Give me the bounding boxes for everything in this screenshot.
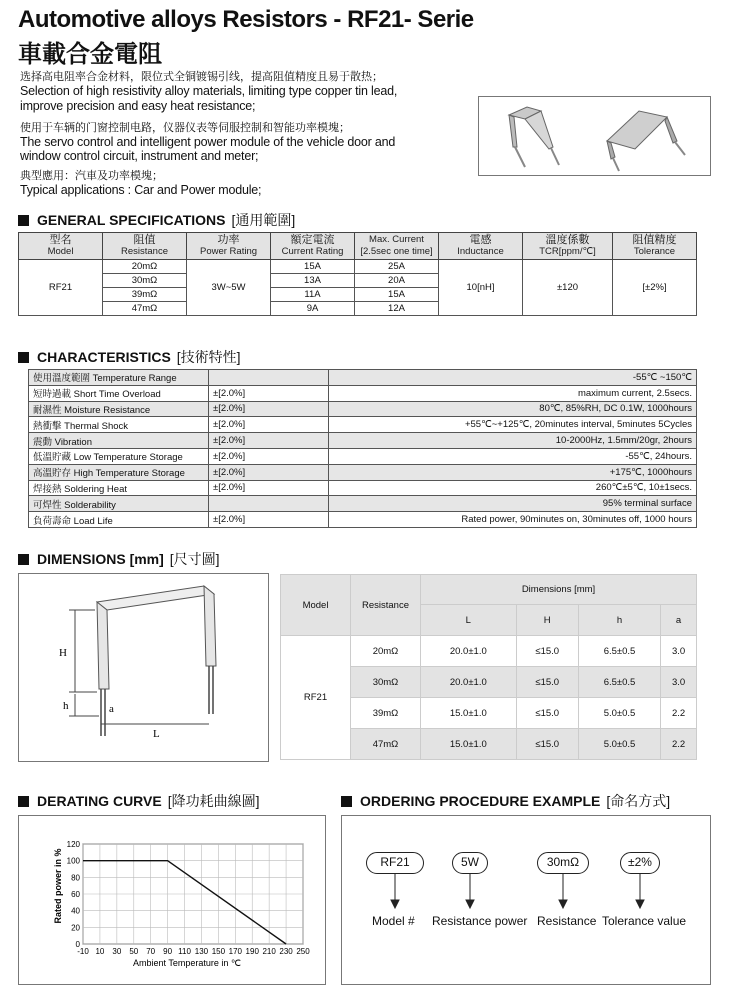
dim-h-cell: 5.0±0.5 <box>578 698 660 729</box>
derating-chart-box <box>18 815 326 985</box>
characteristics-table <box>28 369 697 528</box>
th-H: H <box>516 605 578 636</box>
char-tolerance-cell <box>209 496 329 512</box>
resistor-image-left <box>509 107 559 167</box>
char-condition-cell: +175℃, 1000hours <box>329 464 697 480</box>
section-square-icon <box>341 796 352 807</box>
th-inductance: 電感 Inductance <box>439 233 523 260</box>
char-test-cell <box>29 480 209 496</box>
x-tick-label: 30 <box>112 947 122 956</box>
order-label-model: Model # <box>372 914 415 928</box>
dim-res-cell: 30mΩ <box>351 667 421 698</box>
th-dim-resistance: Resistance <box>351 575 421 636</box>
char-tolerance-cell: ±[2.0%] <box>209 448 329 464</box>
char-test-cn: 負荷壽命 <box>33 515 72 527</box>
dim-H-cell: ≤15.0 <box>516 729 578 760</box>
dim-res-cell: 20mΩ <box>351 636 421 667</box>
char-test-cell <box>29 433 209 449</box>
table-row <box>29 385 697 401</box>
th-power: 功率 Power Rating <box>187 233 271 260</box>
table-header-row <box>19 233 697 260</box>
intro-p1-en: Selection of high resistivity alloy materials, limiting type copper tin lead, improve precision and easy heat resistance; <box>20 84 398 113</box>
x-tick-label: 110 <box>178 947 191 956</box>
char-test-cell <box>29 417 209 433</box>
char-tolerance-cell: ±[2.0%] <box>209 417 329 433</box>
dim-a-cell: 2.2 <box>661 729 697 760</box>
dim-a-cell: 2.2 <box>661 698 697 729</box>
char-condition-cell: 10-2000Hz, 1.5mm/20gr, 2hours <box>329 433 697 449</box>
section-square-icon <box>18 215 29 226</box>
char-condition-cell: 260℃±5℃, 10±1secs. <box>329 480 697 496</box>
y-tick-label: 0 <box>75 940 80 949</box>
page-subtitle: 車載合金電阻 <box>18 40 162 68</box>
order-code-resistance: 30mΩ <box>537 852 589 874</box>
char-tolerance-cell: ±[2.0%] <box>209 401 329 417</box>
char-test-cell <box>29 448 209 464</box>
char-tolerance-cell: ±[2.0%] <box>209 512 329 528</box>
th-current: 額定電流 Current Rating <box>271 233 355 260</box>
dim-L-cell: 20.0±1.0 <box>421 636 517 667</box>
model-cell: RF21 <box>19 260 103 316</box>
dim-L-cell: 15.0±1.0 <box>421 698 517 729</box>
char-tolerance-cell: ±[2.0%] <box>209 433 329 449</box>
x-tick-label: 10 <box>95 947 105 956</box>
ordering-arrows <box>342 816 712 986</box>
intro-p2-cn: 使用于车辆的门窗控制电路，仪器仪表等伺服控制和智能功率模塊； <box>20 122 350 134</box>
char-tolerance-cell: ±[2.0%] <box>209 464 329 480</box>
intro-paragraph-2 <box>20 121 405 163</box>
char-condition-cell: 95% terminal surface <box>329 496 697 512</box>
dim-h-cell: 5.0±0.5 <box>578 729 660 760</box>
th-max-current: Max. Current [2.5sec one time] <box>355 233 439 260</box>
th-L: L <box>421 605 517 636</box>
th-model: 型名 Model <box>19 233 103 260</box>
table-row <box>19 260 697 274</box>
y-tick-label: 40 <box>71 906 80 916</box>
char-tolerance-cell <box>209 370 329 386</box>
product-photo <box>478 96 711 176</box>
char-test-en: Short Time Overload <box>73 389 161 401</box>
intro-paragraph-3 <box>20 169 405 197</box>
dim-h-cell: 6.5±0.5 <box>578 667 660 698</box>
max-cell: 12A <box>355 302 439 316</box>
th-resistance: 阻值 Resistance <box>103 233 187 260</box>
section-square-icon <box>18 352 29 363</box>
char-condition-cell: maximum current, 2.5secs. <box>329 385 697 401</box>
res-cell: 20mΩ <box>103 260 187 274</box>
char-test-cn: 短時過載 <box>33 389 72 401</box>
x-tick-label: -10 <box>77 947 89 956</box>
table-row <box>281 636 697 667</box>
char-test-cell <box>29 512 209 528</box>
char-test-cell <box>29 464 209 480</box>
char-tolerance-cell: ±[2.0%] <box>209 385 329 401</box>
characteristics-heading: CHARACTERISTICS [技術特性] <box>18 347 241 367</box>
tcr-cell: ±120 <box>523 260 613 316</box>
y-tick-label: 20 <box>71 923 80 933</box>
char-test-en: Solderability <box>64 499 116 511</box>
dimension-lines <box>69 610 209 724</box>
current-cell: 13A <box>271 274 355 288</box>
power-cell: 3W~5W <box>187 260 271 316</box>
char-tolerance-cell: ±[2.0%] <box>209 480 329 496</box>
max-cell: 25A <box>355 260 439 274</box>
char-test-en: Thermal Shock <box>64 420 129 432</box>
table-row <box>29 370 697 386</box>
th-tolerance: 阻值精度 Tolerance <box>613 233 697 260</box>
x-tick-label: 130 <box>194 947 209 956</box>
table-row <box>29 433 697 449</box>
y-tick-label: 80 <box>71 873 80 883</box>
order-code-power: 5W <box>452 852 488 874</box>
char-condition-cell: 80℃, 85%RH, DC 0.1W, 1000hours <box>329 401 697 417</box>
th-dim-model: Model <box>281 575 351 636</box>
dimensions-table <box>280 574 697 760</box>
char-test-cn: 可焊性 <box>33 499 62 511</box>
char-test-cn: 焊接熱 <box>33 483 62 495</box>
dim-header-row-1 <box>281 575 697 605</box>
char-test-cn: 耐濕性 <box>33 404 62 416</box>
dim-L-cell: 15.0±1.0 <box>421 729 517 760</box>
char-test-en: Load Life <box>73 515 113 527</box>
intro-p1-cn: 选择高电阻率合金材料，限位式全铜镀锡引线，提高阻值精度且易于散热； <box>20 71 383 83</box>
char-condition-cell: Rated power, 90minutes on, 30minutes off, 1000 hours <box>329 512 697 528</box>
char-test-en: High Temperature Storage <box>73 468 185 480</box>
table-row <box>29 464 697 480</box>
x-tick-label: 170 <box>228 947 242 956</box>
section-square-icon <box>18 554 29 565</box>
dim-a-cell: 3.0 <box>661 667 697 698</box>
order-code-tolerance: ±2% <box>620 852 660 874</box>
char-test-cn: 高溫貯存 <box>33 468 72 480</box>
table-row <box>29 417 697 433</box>
char-test-en: Moisture Resistance <box>64 404 151 416</box>
th-a: a <box>661 605 697 636</box>
y-tick-label: 120 <box>66 840 80 849</box>
dim-H-cell: ≤15.0 <box>516 667 578 698</box>
x-tick-label: 50 <box>129 947 139 956</box>
dim-label-h: h <box>63 700 69 712</box>
char-test-cn: 震動 <box>33 436 53 448</box>
derating-chart <box>19 816 327 986</box>
th-tcr: 溫度係數 TCR[ppm/℃] <box>523 233 613 260</box>
x-tick-label: 210 <box>262 947 276 956</box>
max-cell: 15A <box>355 288 439 302</box>
char-test-cell <box>29 496 209 512</box>
max-cell: 20A <box>355 274 439 288</box>
inductance-cell: 10[nH] <box>439 260 523 316</box>
table-row <box>29 496 697 512</box>
dimensions-heading: DIMENSIONS [mm] [尺寸圖] <box>18 549 220 569</box>
resistor-image-right <box>607 111 685 171</box>
char-test-en: Low Temperature Storage <box>73 452 183 464</box>
char-condition-cell: -55℃ ~150℃ <box>329 370 697 386</box>
x-axis-label: Ambient Temperature in ℃ <box>133 958 241 968</box>
dim-h-cell: 6.5±0.5 <box>578 636 660 667</box>
y-axis-label: Rated power in % <box>53 848 63 924</box>
order-label-tolerance: Tolerance value <box>602 914 687 928</box>
char-test-cell <box>29 385 209 401</box>
order-label-resistance: Resistance <box>537 914 597 928</box>
intro-paragraph-1 <box>20 70 405 114</box>
char-test-cn: 低溫貯藏 <box>33 452 72 464</box>
char-test-cell <box>29 370 209 386</box>
current-cell: 9A <box>271 302 355 316</box>
current-cell: 11A <box>271 288 355 302</box>
res-cell: 30mΩ <box>103 274 187 288</box>
char-condition-cell: +55℃~+125℃, 20minutes interval, 5minutes 5Cycles <box>329 417 697 433</box>
dim-H-cell: ≤15.0 <box>516 636 578 667</box>
general-spec-table <box>18 232 697 316</box>
intro-p3-cn: 典型應用：汽車及功率模塊； <box>20 170 163 182</box>
y-tick-label: 100 <box>66 856 80 866</box>
dim-res-cell: 39mΩ <box>351 698 421 729</box>
th-dimensions: Dimensions [mm] <box>421 575 697 605</box>
dim-res-cell: 47mΩ <box>351 729 421 760</box>
resistor-outline <box>97 586 216 736</box>
char-test-cn: 使用溫度範圍 <box>33 373 91 385</box>
ordering-box <box>341 815 711 985</box>
order-label-power: Resistance power <box>432 914 528 928</box>
section-square-icon <box>18 796 29 807</box>
y-tick-label: 60 <box>71 890 80 899</box>
char-condition-cell: -55℃, 24hours. <box>329 448 697 464</box>
res-cell: 39mΩ <box>103 288 187 302</box>
dimension-diagram <box>18 573 269 762</box>
intro-p3-en: Typical applications : Car and Power module; <box>20 183 262 197</box>
char-test-cn: 熱衝擊 <box>33 420 62 432</box>
dim-H-cell: ≤15.0 <box>516 698 578 729</box>
table-row <box>29 512 697 528</box>
x-tick-label: 250 <box>296 947 310 956</box>
dim-label-L: L <box>153 728 160 740</box>
x-tick-label: 90 <box>163 947 173 956</box>
tolerance-cell: [±2%] <box>613 260 697 316</box>
intro-p2-en: The servo control and intelligent power module of the vehicle door and window control circuit, instrument and meter; <box>20 135 396 163</box>
x-tick-label: 230 <box>279 947 293 956</box>
dim-label-a: a <box>109 703 114 715</box>
order-code-model: RF21 <box>366 852 424 874</box>
dim-L-cell: 20.0±1.0 <box>421 667 517 698</box>
table-row <box>29 401 697 417</box>
table-row <box>29 448 697 464</box>
page-title: Automotive alloys Resistors - RF21- Serie <box>18 6 474 33</box>
general-spec-heading: GENERAL SPECIFICATIONS [通用範圍] <box>18 210 295 230</box>
char-test-en: Soldering Heat <box>64 483 128 495</box>
dim-model-cell: RF21 <box>281 636 351 760</box>
char-test-en: Temperature Range <box>92 373 177 385</box>
x-tick-label: 150 <box>211 947 226 956</box>
dim-label-H: H <box>59 647 67 659</box>
th-h: h <box>578 605 660 636</box>
current-cell: 15A <box>271 260 355 274</box>
char-test-en: Vibration <box>54 436 92 448</box>
x-tick-label: 70 <box>146 947 156 956</box>
derating-heading: DERATING CURVE [降功耗曲線圖] <box>18 791 260 811</box>
ordering-heading: ORDERING PROCEDURE EXAMPLE [命名方式] <box>341 791 670 811</box>
x-tick-label: 190 <box>245 947 259 956</box>
dim-a-cell: 3.0 <box>661 636 697 667</box>
res-cell: 47mΩ <box>103 302 187 316</box>
char-test-cell <box>29 401 209 417</box>
table-row <box>29 480 697 496</box>
